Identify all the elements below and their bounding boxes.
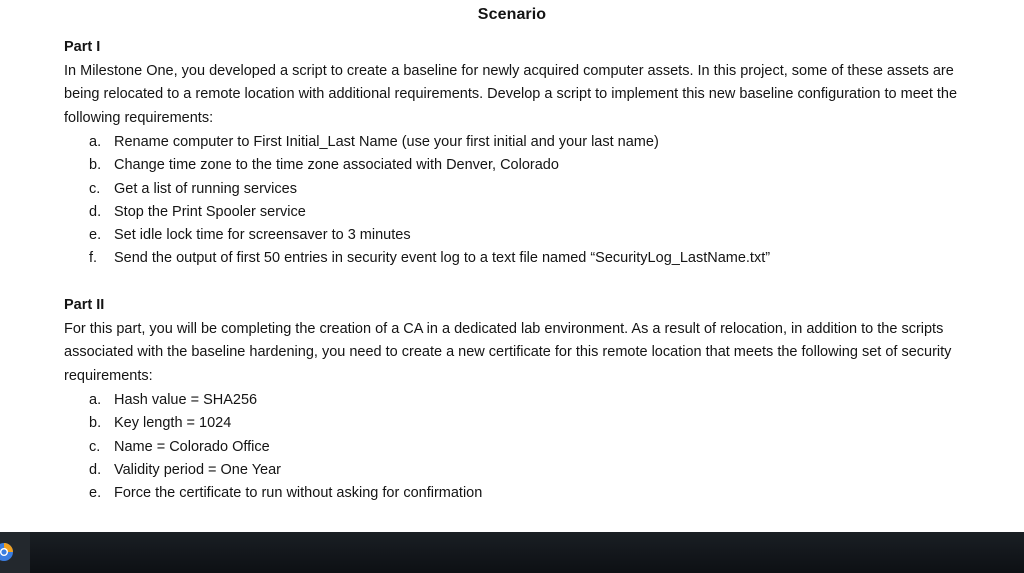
list-item-text: Stop the Print Spooler service (114, 203, 306, 220)
list-item (89, 224, 770, 247)
list-marker: a. (89, 134, 102, 150)
list-item (89, 247, 770, 270)
list-item-text: Key length = 1024 (114, 415, 232, 432)
list-item (89, 482, 482, 505)
list-item (89, 178, 770, 201)
taskbar (0, 532, 1024, 573)
document-title: Scenario (477, 6, 547, 23)
list-marker: b. (89, 415, 102, 432)
list-item (89, 201, 770, 224)
list-item (89, 389, 482, 412)
list-marker: d. (89, 461, 102, 478)
list-marker: e. (89, 485, 102, 502)
part-one-intro: In Milestone One, you developed a script to create a baseline for newly acquired computer assets. In this project, some of these assets are being relocated to a remote location with additional requirements. Develop a script to implement this new baseline configuration to meet the following requirements: (64, 63, 958, 126)
list-item-text: Rename computer to First Initial_Last Name (use your first initial and your last name) (114, 134, 659, 150)
list-marker: c. (89, 438, 101, 455)
list-item-text: Get a list of running services (114, 180, 297, 197)
list-item-text: Name = Colorado Office (114, 438, 270, 455)
list-item-text: Validity period = One Year (114, 461, 281, 478)
part-two-list (89, 389, 482, 505)
part-two-heading: Part II (64, 297, 105, 313)
list-marker: a. (89, 392, 102, 408)
list-marker: b. (89, 157, 102, 174)
list-marker: c. (89, 180, 101, 197)
chrome-icon[interactable] (0, 542, 14, 562)
part-one-list (89, 131, 770, 271)
part-one-heading: Part I (64, 39, 101, 55)
list-item-text: Set idle lock time for screensaver to 3 minutes (114, 227, 411, 244)
list-item-text: Send the output of first 50 entries in security event log to a text file named “SecurityLog_LastName.txt” (114, 250, 771, 267)
list-item (89, 436, 482, 459)
list-item-text: Force the certificate to run without asking for confirmation (114, 485, 483, 502)
list-item (89, 131, 770, 154)
part-two-intro: For this part, you will be completing the creation of a CA in a dedicated lab environment. As a result of relocation, in addition to the scripts associated with the baseline hardening, you need to create a new certificate for this remote location that meets the following set of security requirements: (64, 321, 952, 384)
list-item (89, 459, 482, 482)
list-item-text: Change time zone to the time zone associated with Denver, Colorado (114, 157, 559, 174)
list-marker: d. (89, 203, 102, 220)
list-item (89, 154, 770, 177)
list-marker: e. (89, 227, 102, 244)
list-marker: f. (89, 250, 98, 267)
list-item-text: Hash value = SHA256 (114, 392, 258, 408)
list-item (89, 412, 482, 435)
